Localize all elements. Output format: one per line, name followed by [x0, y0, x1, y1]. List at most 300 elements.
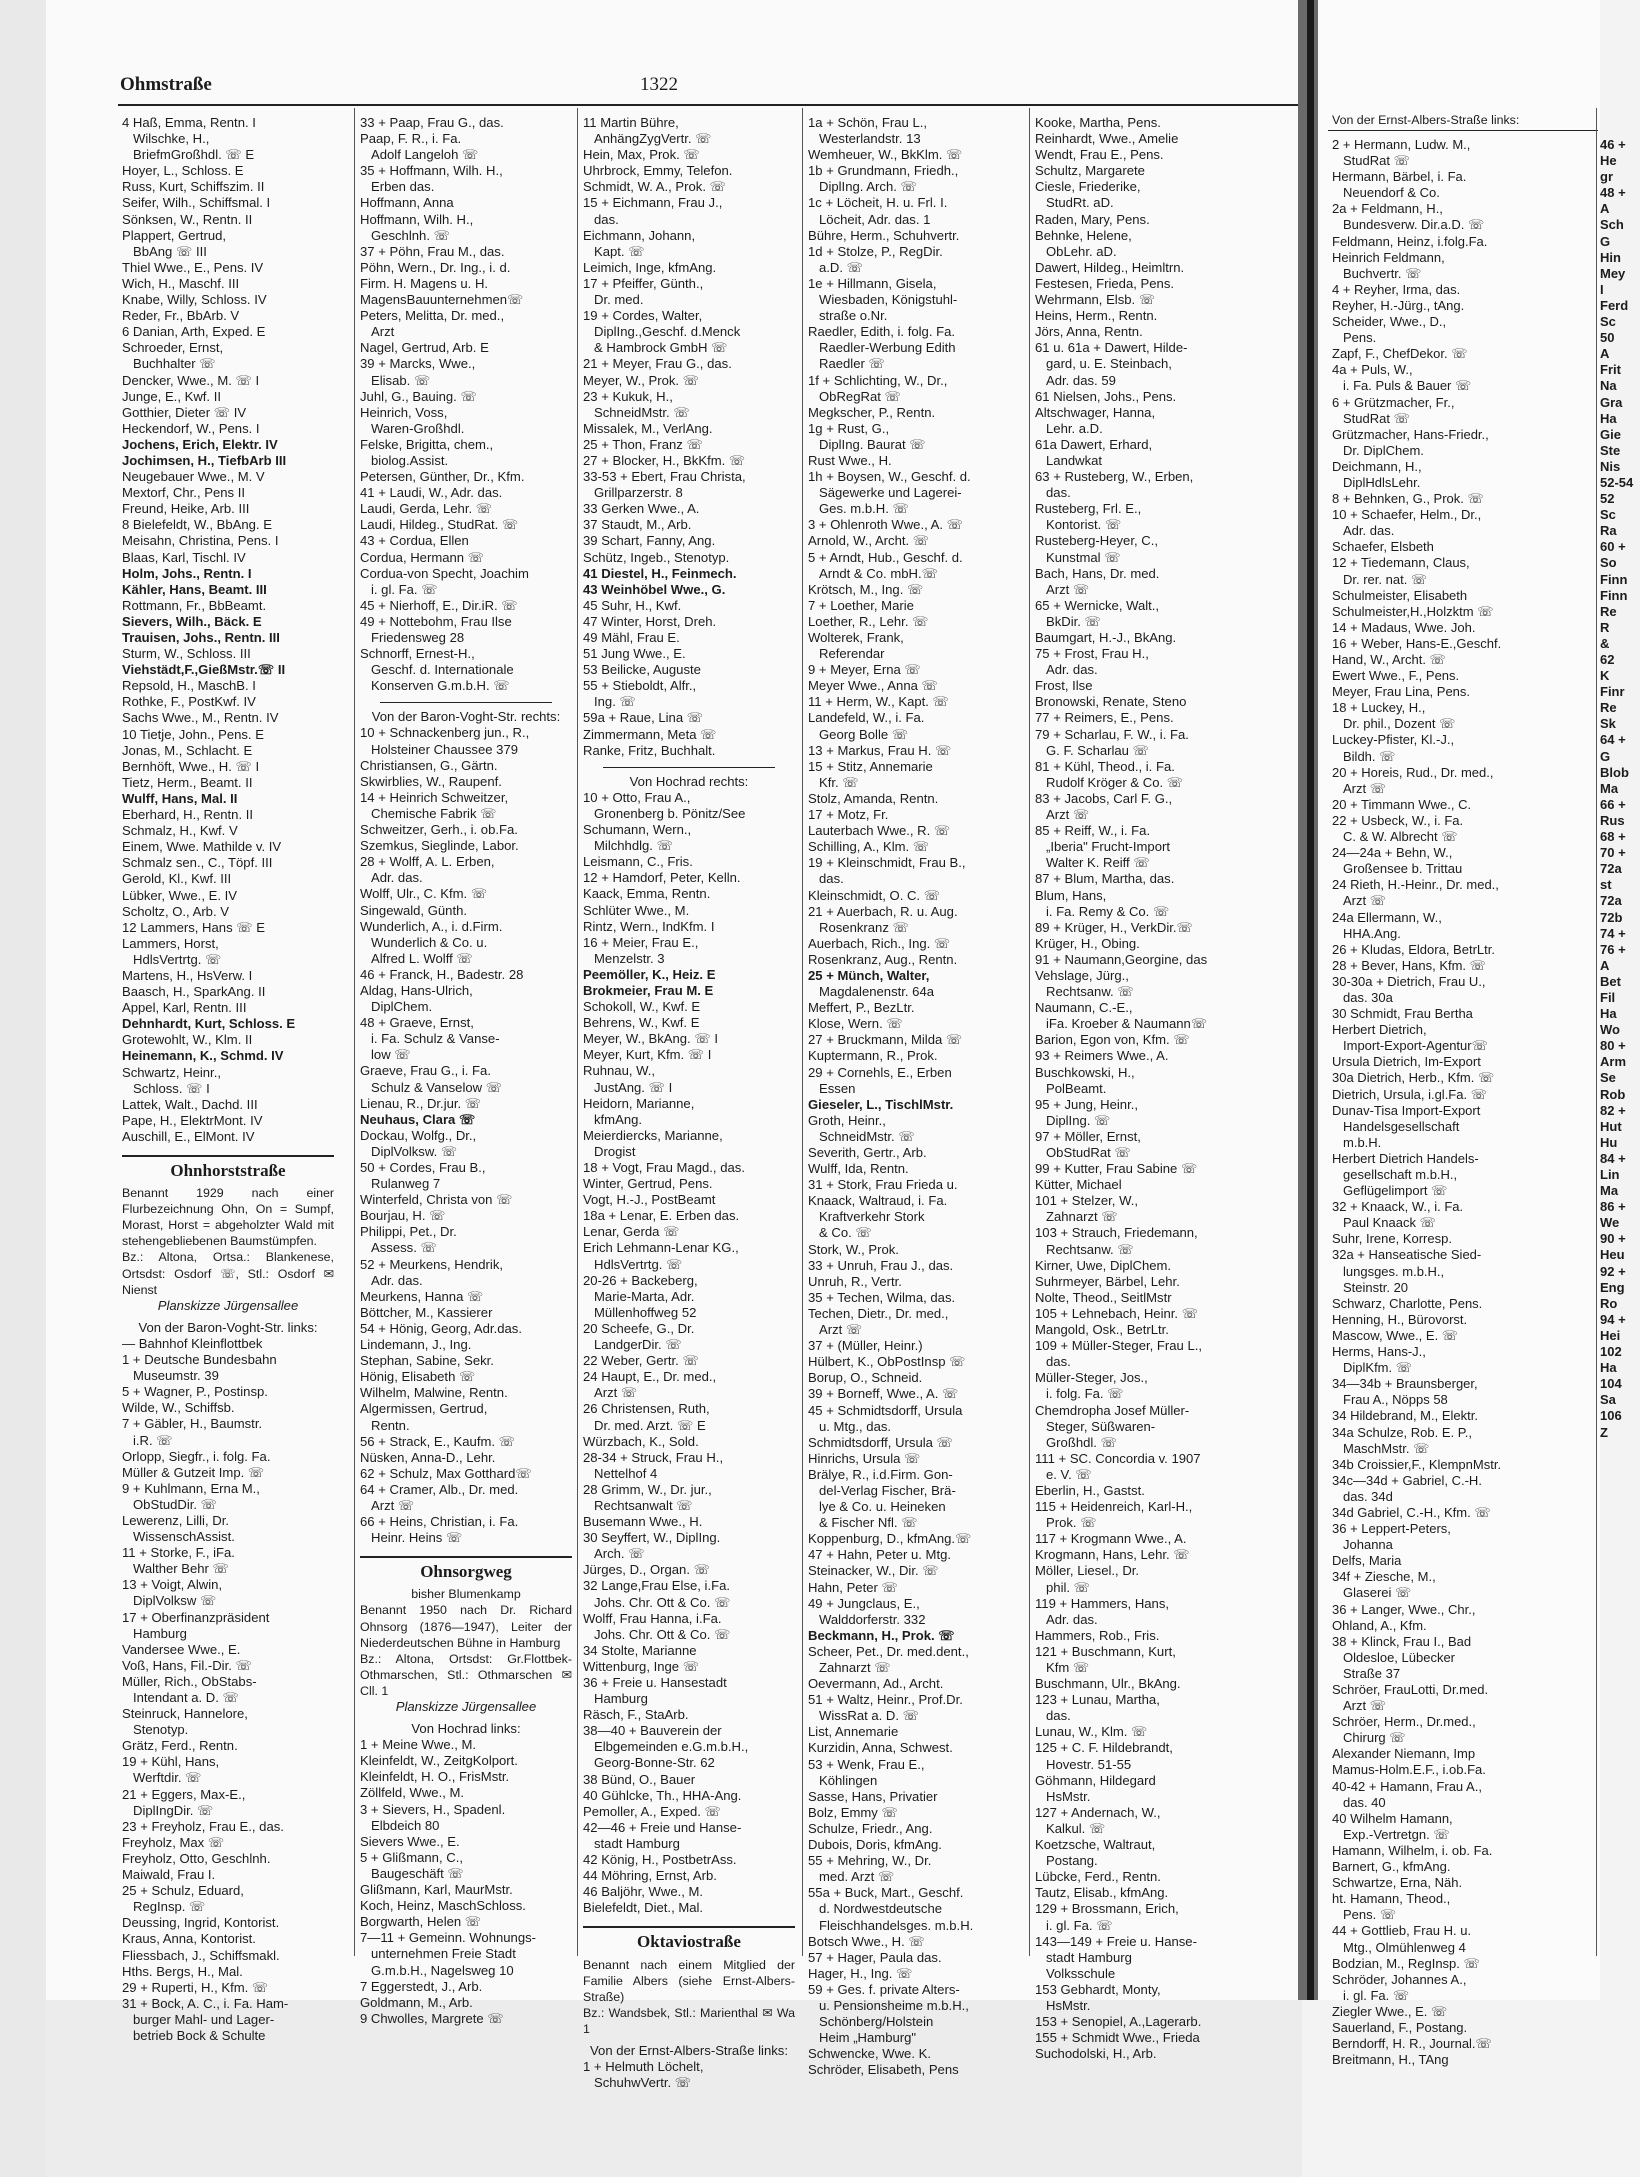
directory-entry: 25 + Schulz, Eduard,: [122, 1883, 244, 1899]
facing-page-edge-fragment: 106: [1600, 1408, 1622, 1424]
directory-entry: Löcheit, Adr. das. 1: [819, 211, 931, 227]
directory-entry: Johs. Chr. Ott & Co. ☏: [594, 1594, 731, 1610]
directory-entry: i. gl. Fa. ☏: [1046, 1917, 1113, 1933]
directory-entry: 105 + Lehnebach, Heinr. ☏: [1035, 1305, 1199, 1321]
side-heading: Von der Ernst-Albers-Straße links:: [590, 2042, 788, 2058]
directory-entry: iFa. Kroeber & Naumann☏: [1046, 1016, 1208, 1032]
directory-entry: Rothke, F., PostKwf. IV: [122, 694, 256, 710]
directory-entry: Bourjau, H. ☏: [360, 1208, 446, 1224]
map-reference: Planskizze Jürgensallee: [395, 1699, 537, 1714]
directory-entry: Paap, F. R., i. Fa.: [360, 131, 462, 147]
directory-entry: Adolf Langeloh ☏: [371, 147, 479, 163]
directory-entry: Lammers, Horst,: [122, 935, 219, 951]
facing-page-entry: Mascow, Wwe., E. ☏: [1332, 1327, 1459, 1343]
directory-entry: Glißmann, Karl, MaurMstr.: [360, 1882, 513, 1898]
directory-entry: Ges. m.b.H. ☏: [819, 501, 909, 517]
facing-page-edge-fragment: Frit: [1600, 362, 1621, 378]
facing-page-entry: 18 + Luckey, H.,: [1332, 700, 1426, 716]
directory-entry: 121 + Buschmann, Kurt,: [1035, 1643, 1176, 1659]
directory-entry: Dr. med.: [594, 292, 644, 308]
directory-entry: Sachs Wwe., M., Rentn. IV: [122, 710, 279, 726]
facing-page-edge-fragment: Gie: [1600, 426, 1621, 442]
column-divider: [1029, 108, 1030, 1956]
directory-entry: 123 + Lunau, Martha,: [1035, 1692, 1160, 1708]
directory-entry: Rudolf Kröger & Co. ☏: [1046, 774, 1184, 790]
directory-entry: Wilhelm, Malwine, Rentn.: [360, 1385, 508, 1401]
facing-page-edge-fragment: 90 +: [1600, 1231, 1626, 1247]
directory-entry: G. F. Scharlau ☏: [1046, 742, 1149, 758]
facing-page-edge-fragment: st: [1600, 877, 1612, 893]
directory-entry: Szemkus, Sieglinde, Labor.: [360, 838, 519, 854]
directory-entry: 1 + Meine Wwe., M.: [360, 1737, 477, 1753]
directory-entry: Peemöller, K., Heiz. E: [583, 966, 716, 982]
facing-page-edge-fragment: Lin: [1600, 1167, 1620, 1182]
directory-entry: Behrens, W., Kwf. E: [583, 1015, 700, 1031]
directory-entry: Alfred L. Wolff ☏: [371, 950, 473, 966]
facing-page-edge-fragment: I: [1600, 281, 1604, 297]
facing-page-entry: Feldmann, Heinz, i.folg.Fa.: [1332, 233, 1488, 249]
directory-entry: 33-53 + Ebert, Frau Christa,: [583, 469, 746, 485]
directory-entry: unternehmen Freie Stadt: [371, 1946, 516, 1962]
facing-page-entry: m.b.H.: [1343, 1134, 1382, 1150]
facing-page-entry: Herbert Dietrich,: [1332, 1022, 1427, 1038]
facing-page-entry: lungsges. m.b.H.,: [1343, 1263, 1445, 1279]
directory-entry: Schönberg/Holstein: [819, 2014, 934, 2030]
directory-entry: a.D. ☏: [819, 259, 864, 275]
directory-entry: 62 + Schulz, Max Gotthard☏: [360, 1465, 532, 1481]
directory-entry: BkDir. ☏: [1046, 613, 1101, 629]
directory-entry: 17 + Motz, Fr.: [808, 807, 889, 823]
running-head-street: Ohmstraße: [120, 74, 212, 95]
directory-column-1: [122, 115, 334, 2044]
directory-entry: PolBeamt.: [1046, 1080, 1107, 1096]
column-divider: [354, 108, 355, 1956]
directory-entry: Algermissen, Gertrud,: [360, 1401, 488, 1417]
column-divider: [577, 108, 578, 1956]
directory-entry: Thiel Wwe., E., Pens. IV: [122, 259, 264, 275]
directory-entry: Vehslage, Jürg.,: [1035, 967, 1129, 983]
directory-entry: das.: [1046, 485, 1071, 501]
facing-page-entry: Hamann, Wilhelm, i. ob. Fa.: [1332, 1842, 1493, 1858]
directory-entry: Kleinschmidt, O. C. ☏: [808, 887, 941, 903]
directory-entry: 44 Möhring, Ernst, Arb.: [583, 1868, 717, 1884]
directory-entry: 47 Winter, Horst, Dreh.: [583, 613, 717, 629]
directory-entry: Sägewerke und Lagerei-: [819, 485, 962, 501]
directory-entry: ObRegRat ☏: [819, 388, 901, 404]
directory-entry: u. Pensionsheime m.b.H.,: [819, 1997, 969, 2013]
directory-entry: 3 + Ohlenroth Wwe., A. ☏: [808, 517, 964, 533]
directory-entry: Arndt & Co. mbH.☏: [819, 565, 938, 581]
directory-entry: Beckmann, H., Prok. ☏: [808, 1627, 955, 1643]
facing-page-entry: Import-Export-Agentur☏: [1343, 1038, 1488, 1054]
directory-entry: Uhrbrock, Emmy, Telefon.: [583, 163, 733, 179]
directory-entry: Waren-Großhdl.: [371, 420, 465, 436]
directory-entry: Lübcke, Ferd., Rentn.: [1035, 1869, 1161, 1885]
directory-entry: & Hambrock GmbH ☏: [594, 340, 728, 356]
directory-entry: 23 + Freyholz, Frau E., das.: [122, 1818, 284, 1834]
directory-entry: Kfm ☏: [1046, 1660, 1090, 1675]
directory-entry: 29 + Cornehls, E., Erben: [808, 1064, 952, 1080]
directory-entry: Meyer Wwe., Anna ☏: [808, 678, 938, 694]
facing-page-edge-fragment: 48 +: [1600, 185, 1626, 201]
directory-entry: 55 + Stieboldt, Alfr.,: [583, 678, 697, 694]
facing-page-entry: 24 Rieth, H.-Heinr., Dr. med.,: [1332, 877, 1499, 893]
directory-entry: Milchhdlg. ☏: [594, 838, 673, 854]
facing-page-entry: Geflügelimport ☏: [1343, 1183, 1448, 1199]
directory-entry: Pemoller, A., Exped. ☏: [583, 1803, 721, 1819]
directory-entry: Tietz, Herm., Beamt. II: [122, 774, 253, 790]
directory-entry: Jochens, Erich, Elektr. IV: [122, 436, 278, 452]
directory-entry: Georg-Bonne-Str. 62: [594, 1755, 715, 1771]
directory-entry: DiplIng.,Geschf. d.Menck: [594, 324, 741, 340]
facing-page-edge-fragment: We: [1600, 1215, 1620, 1231]
facing-page-entry: DiplHdlsLehr.: [1343, 474, 1421, 490]
directory-entry: Wilde, W., Schiffsb.: [122, 1400, 235, 1416]
directory-entry: Lunau, W., Klm. ☏: [1035, 1724, 1148, 1740]
directory-entry: 129 + Brossmann, Erich,: [1035, 1901, 1179, 1917]
directory-entry: 39 Schart, Fanny, Ang.: [583, 533, 716, 549]
directory-entry: Pöhn, Wern., Dr. Ing., i. d.: [360, 259, 511, 275]
directory-entry: 33 Gerken Wwe., A.: [583, 501, 700, 517]
directory-entry: Laudi, Gerda, Lehr. ☏: [360, 501, 493, 517]
directory-entry: Wunderlich & Co. u.: [371, 934, 488, 950]
facing-page-edge-fragment: Re: [1600, 603, 1617, 619]
directory-entry: Hahn, Peter ☏: [808, 1579, 898, 1595]
directory-entry: Wolterek, Frank,: [808, 630, 904, 645]
directory-entry: med. Arzt ☏: [819, 1869, 895, 1885]
directory-entry: Martens, H., HsVerw. I: [122, 967, 253, 983]
directory-entry: 61 Nielsen, Johs., Pens.: [1035, 388, 1177, 404]
directory-entry: Stenotyp.: [133, 1722, 189, 1738]
facing-page: [1318, 0, 1634, 2068]
directory-entry: 15 + Stitz, Annemarie: [808, 758, 933, 774]
facing-page-edge-fragment: 102: [1600, 1344, 1622, 1360]
directory-entry: Arch. ☏: [594, 1546, 645, 1562]
directory-entry: Lewerenz, Lilli, Dr.: [122, 1512, 229, 1528]
facing-page-edge-fragment: 66 +: [1600, 796, 1626, 812]
facing-page-edge-fragment: 84 +: [1600, 1150, 1626, 1166]
directory-entry: 39 + Marcks, Wwe.,: [360, 356, 476, 372]
directory-entry: Bolz, Emmy ☏: [808, 1804, 898, 1820]
facing-page-edge-fragment: 104: [1600, 1376, 1622, 1392]
directory-entry: 31 + Bock, A. C., i. Fa. Ham-: [122, 1995, 289, 2011]
directory-entry: Drogist: [594, 1143, 636, 1159]
directory-entry: Kontorist. ☏: [1046, 517, 1122, 533]
directory-entry: Referendar: [819, 646, 885, 662]
facing-page-entry: 20 + Horeis, Rud., Dr. med.,: [1332, 764, 1494, 780]
directory-entry: Essen: [819, 1080, 856, 1096]
directory-entry: Mangold, Osk., BetrLtr.: [1035, 1322, 1169, 1338]
directory-entry: Lehr. a.D.: [1046, 420, 1103, 436]
directory-entry: 23 + Kukuk, H.,: [583, 388, 673, 404]
facing-page-entry: Meyer, Frau Lina, Pens.: [1332, 684, 1471, 700]
directory-entry: Sievers Wwe., E.: [360, 1833, 460, 1849]
directory-entry: List, Annemarie: [808, 1724, 899, 1740]
directory-entry: Rosenkranz, Aug., Rentn.: [808, 951, 958, 967]
directory-entry: Buchhalter ☏: [133, 356, 216, 372]
directory-entry: Rusteberg, Frl. E.,: [1035, 501, 1142, 517]
directory-entry: i.R. ☏: [133, 1432, 173, 1448]
directory-entry: Chemdropha Josef Müller-: [1035, 1402, 1190, 1418]
directory-entry: Raden, Mary, Pens.: [1035, 211, 1150, 227]
directory-entry: Bronowski, Renate, Steno: [1035, 694, 1187, 710]
facing-page-entry: 24—24a + Behn, W.,: [1332, 845, 1453, 861]
directory-entry: Lübker, Wwe., E. IV: [122, 887, 237, 903]
facing-page-entry: Glaserei ☏: [1343, 1585, 1412, 1601]
directory-entry: 18 + Vogt, Frau Magd., das.: [583, 1160, 745, 1175]
directory-entry: Bielefeldt, Diet., Mal.: [583, 1900, 704, 1916]
facing-page-entry: 40-42 + Hamann, Frau A.,: [1332, 1778, 1482, 1794]
facing-page-entry: Mtg., Olmühlenweg 4: [1343, 1939, 1466, 1955]
facing-page-entry: 34c—34d + Gabriel, C.-H.: [1332, 1472, 1482, 1488]
directory-entry: Walddorferstr. 332: [819, 1611, 926, 1627]
facing-page-entry: Hermann, Bärbel, i. Fa.: [1332, 169, 1467, 185]
facing-page-edge-fragment: 76 +: [1600, 941, 1626, 957]
facing-page-edge-fragment: Ra: [1600, 523, 1617, 539]
directory-entry: 153 Gebhardt, Monty,: [1035, 1981, 1161, 1997]
facing-page-entry: 10 + Schaefer, Helm., Dr.,: [1332, 507, 1482, 523]
directory-entry: DiplIng. ☏: [1046, 1112, 1111, 1128]
directory-entry: 12 + Hamdorf, Peter, Kelln.: [583, 870, 741, 886]
facing-page-entry: Alexander Niemann, Imp: [1332, 1746, 1476, 1762]
directory-entry: Holsteiner Chaussee 379: [371, 741, 519, 757]
facing-page-entry: Ohland, A., Kfm.: [1332, 1617, 1427, 1633]
directory-entry: Bach, Hans, Dr. med.: [1035, 565, 1160, 581]
directory-entry: Chemische Fabrik ☏: [371, 805, 497, 821]
directory-entry: Hamburg: [133, 1625, 187, 1641]
directory-entry: Schloss. ☏ I: [133, 1080, 210, 1096]
facing-page-entry: Luckey-Pfister, Kl.-J.,: [1332, 732, 1455, 748]
directory-entry: 36 + Freie u. Hansestadt: [583, 1675, 727, 1690]
facing-page-entry: StudRat ☏: [1343, 410, 1410, 426]
facing-page-entry: das. 30a: [1343, 989, 1393, 1005]
book-gutter-shadow: [1307, 0, 1314, 2000]
directory-entry: 1b + Grundmann, Friedh.,: [808, 163, 959, 179]
directory-entry: Adr. das. 59: [1046, 372, 1116, 388]
directory-entry: Auerbach, Rich., Ing. ☏: [808, 935, 951, 951]
directory-entry: Laudi, Hildeg., StudRat. ☏: [360, 517, 519, 533]
facing-page-edge-fragment: Heu: [1600, 1247, 1625, 1263]
facing-page-entry: 12 + Tiedemann, Claus,: [1332, 555, 1470, 571]
directory-entry: Dubois, Doris, kfmAng.: [808, 1837, 942, 1853]
directory-entry: 33 + Paap, Frau G., das.: [360, 115, 504, 130]
directory-entry: Werftdir. ☏: [133, 1770, 202, 1786]
facing-page-edge-fragment: Ma: [1600, 780, 1619, 796]
directory-entry: Kfr. ☏: [819, 774, 859, 790]
directory-entry: Meisahn, Christina, Pens. I: [122, 533, 279, 549]
facing-page-entry: Suhr, Irene, Korresp.: [1332, 1231, 1452, 1247]
directory-entry: Meierdiercks, Marianne,: [583, 1127, 723, 1143]
facing-page-entry: Herms, Hans-J.,: [1332, 1344, 1426, 1360]
directory-entry: 1a + Schön, Frau L.,: [808, 115, 928, 130]
directory-entry: Dockau, Wolfg., Dr.,: [360, 1127, 477, 1143]
facing-page-edge-fragment: 60 +: [1600, 539, 1626, 555]
facing-page-entry: Dunav-Tisa Import-Export: [1332, 1102, 1481, 1118]
facing-page-edge-fragment: Z: [1600, 1424, 1608, 1440]
facing-page-entry: Oldesloe, Lübecker: [1343, 1649, 1456, 1665]
facing-page-entry: Arzt ☏: [1343, 1698, 1386, 1714]
directory-entry: Lienau, R., Dr.jur. ☏: [360, 1095, 482, 1111]
directory-entry: Adr. das.: [371, 870, 423, 886]
directory-entry: Neuhaus, Clara ☏: [360, 1111, 476, 1127]
directory-entry: 30 Seyffert, W., DiplIng.: [583, 1530, 721, 1546]
directory-entry: Meffert, P., BezLtr.: [808, 1000, 915, 1016]
directory-entry: Koetzsche, Waltraut,: [1035, 1837, 1156, 1853]
facing-page-section-header: Von der Ernst-Albers-Straße links:: [1332, 113, 1520, 127]
directory-entry: Appel, Karl, Rentn. III: [122, 1000, 247, 1016]
directory-entry: 42—46 + Freie und Hanse-: [583, 1819, 742, 1835]
street-note: Benannt nach einem Mitglied der Familie Albers (siehe Ernst-Albers-Straße): [583, 1957, 795, 2004]
directory-entry: Postang.: [1046, 1853, 1098, 1869]
facing-page-entry: 8 + Behnken, G., Prok. ☏: [1332, 491, 1484, 507]
directory-entry: HdlsVertrtg. ☏: [133, 951, 222, 967]
directory-entry: 9 + Kuhlmann, Erna M.,: [122, 1480, 260, 1496]
directory-entry: e. V. ☏: [1046, 1466, 1092, 1482]
directory-entry: Jürges, D., Organ. ☏: [583, 1562, 710, 1578]
facing-page-entry: 34d Gabriel, C.-H., Kfm. ☏: [1332, 1504, 1491, 1520]
directory-entry: Bernhöft, Wwe., H. ☏ I: [122, 758, 260, 774]
directory-entry: 8 Bielefeldt, W., BbAng. E: [122, 517, 272, 533]
section-rule: [603, 767, 775, 768]
directory-entry: 24 Haupt, E., Dr. med.,: [583, 1369, 717, 1385]
directory-entry: 21 + Eggers, Max-E.,: [122, 1786, 246, 1802]
street-note: Benannt 1950 nach Dr. Richard Ohnsorg (1876—1947), Leiter der Niederdeutschen Bühne in Hamburg: [360, 1603, 572, 1650]
directory-entry: Wulff, Hans, Mal. II: [122, 790, 238, 806]
directory-entry: Festesen, Frieda, Pens.: [1035, 275, 1175, 291]
directory-entry: 97 + Möller, Ernst,: [1035, 1128, 1141, 1144]
directory-entry: Adr. das.: [371, 1272, 423, 1288]
facing-page-entry: 20 + Timmann Wwe., C.: [1332, 796, 1472, 812]
directory-entry: SchuhwVertr. ☏: [594, 2075, 692, 2091]
directory-entry: Geschf. d. Internationale: [371, 662, 514, 678]
directory-entry: 91 + Naumann,Georgine, das: [1035, 951, 1208, 967]
facing-page-edge-fragment: Sc: [1600, 507, 1616, 523]
directory-entry: 99 + Kutter, Frau Sabine ☏: [1035, 1161, 1198, 1177]
directory-entry: Hammers, Rob., Fris.: [1035, 1627, 1160, 1643]
directory-entry: Behnke, Helene,: [1035, 227, 1132, 243]
directory-entry: 66 + Heins, Christian, i. Fa.: [360, 1514, 519, 1530]
directory-entry: Kütter, Michael: [1035, 1177, 1122, 1193]
facing-page-entry: Deichmann, H.,: [1332, 458, 1422, 474]
directory-entry: 55a + Buck, Mart., Geschf.: [808, 1885, 964, 1901]
facing-page-edge-fragment: 70 +: [1600, 845, 1626, 861]
directory-entry: 9 + Meyer, Erna ☏: [808, 662, 921, 678]
facing-page-entry: Adr. das.: [1343, 523, 1395, 539]
directory-entry: Suhrmeyer, Bärbel, Lehr.: [1035, 1273, 1180, 1289]
facing-page-entry: DiplKfm. ☏: [1343, 1360, 1412, 1376]
facing-page-entry: 38 + Klinck, Frau I., Bad: [1332, 1633, 1472, 1649]
directory-entry: Wemheuer, W., BkKlm. ☏: [808, 147, 963, 163]
directory-entry: Schlüter Wwe., M.: [583, 902, 690, 918]
directory-entry: Einem, Wwe. Mathilde v. IV: [122, 839, 282, 855]
facing-page-entry: das. 40: [1343, 1794, 1386, 1810]
directory-entry: Kuptermann, R., Prok.: [808, 1048, 938, 1064]
directory-entry: Raedler ☏: [819, 356, 885, 372]
directory-entry: Prok. ☏: [1046, 1515, 1097, 1531]
directory-entry: 49 + Jungclaus, E.,: [808, 1595, 920, 1611]
directory-entry: 49 Mähl, Frau E.: [583, 630, 680, 645]
directory-entry: 41 + Laudi, W., Adr. das.: [360, 485, 503, 501]
directory-entry: 7 + Loether, Marie: [808, 597, 914, 613]
facing-page-entry: 22 + Usbeck, W., i. Fa.: [1332, 812, 1464, 828]
directory-entry: Oevermann, Ad., Archt.: [808, 1676, 944, 1692]
directory-entry: Stork, W., Prok.: [808, 1241, 899, 1257]
facing-page-edge-fragment: Eng: [1600, 1279, 1625, 1295]
directory-entry: Eichmann, Johann,: [583, 227, 696, 243]
directory-entry: 7—11 + Gemeinn. Wohnungs-: [360, 1930, 537, 1946]
directory-entry: Kähler, Hans, Beamt. III: [122, 581, 267, 597]
directory-entry: 125 + C. F. Hildebrandt,: [1035, 1740, 1173, 1756]
facing-page-edge-fragment: Ma: [1600, 1183, 1619, 1199]
directory-entry: straße o.Nr.: [819, 308, 888, 324]
directory-entry: Adr. das.: [1046, 662, 1098, 678]
directory-entry: Neugebauer Wwe., M. V: [122, 469, 265, 485]
directory-entry: Kleinfeldt, H. O., FrisMstr.: [360, 1769, 510, 1785]
directory-entry: Rust Wwe., H.: [808, 452, 892, 468]
directory-entry: Steger, Süßwaren-: [1046, 1418, 1156, 1434]
directory-entry: Gotthier, Dieter ☏ IV: [122, 404, 247, 420]
directory-entry: Singewald, Günth.: [360, 902, 468, 918]
facing-page-edge-fragment: Ferd: [1600, 297, 1629, 313]
directory-entry: DiplVolksw ☏: [133, 1593, 217, 1609]
directory-entry: MagensBauunternehmen☏: [360, 292, 524, 308]
directory-entry: — Bahnhof Kleinflottbek: [122, 1335, 263, 1351]
directory-entry: Fliessbach, J., Schiffsmakl.: [122, 1947, 280, 1963]
directory-entry: Hinrichs, Ursula ☏: [808, 1450, 921, 1466]
facing-page-entry: 32 + Knaack, W., i. Fa.: [1332, 1199, 1464, 1215]
directory-entry: LandgerDir. ☏: [594, 1337, 682, 1353]
side-heading: Von der Baron-Voght-Str. rechts:: [371, 709, 561, 725]
directory-entry: 15 + Eichmann, Frau J.,: [583, 195, 723, 211]
directory-entry: Frost, Ilse: [1035, 678, 1093, 694]
directory-entry: Arzt ☏: [819, 1322, 863, 1338]
facing-page-edge-fragment: Hut: [1600, 1118, 1622, 1134]
directory-entry: 25 + Thon, Franz ☏: [583, 436, 703, 452]
directory-entry: das.: [594, 211, 619, 227]
directory-entry: Junge, E., Kwf. II: [122, 388, 221, 404]
directory-entry: 109 + Müller-Steger, Frau L.,: [1035, 1338, 1203, 1354]
directory-entry: Voß, Hans, Fil.-Dir. ☏: [122, 1657, 252, 1673]
directory-entry: Vogt, H.-J., PostBeamt: [583, 1192, 716, 1208]
facing-page-edge-fragment: Ha: [1600, 1006, 1617, 1022]
directory-entry: 6 Danian, Arth, Exped. E: [122, 324, 266, 340]
facing-page-edge-fragment: &: [1600, 635, 1610, 651]
directory-entry: & Fischer Nfl. ☏: [819, 1515, 918, 1531]
facing-page-entry: Bildh. ☏: [1343, 748, 1396, 764]
directory-entry: 33 + Unruh, Frau J., das.: [808, 1257, 954, 1273]
directory-entry: 1g + Rust, G.,: [808, 420, 890, 436]
directory-entry: Buschmann, Ulr., BkAng.: [1035, 1676, 1181, 1692]
directory-entry: Schnorff, Ernest-H.,: [360, 646, 475, 662]
directory-entry: 56 + Strack, E., Kaufm. ☏: [360, 1433, 516, 1449]
directory-entry: 21 + Meyer, Frau G., das.: [583, 356, 732, 372]
facing-page-entry: Schröer, Herm., Dr.med.,: [1332, 1714, 1476, 1730]
directory-entry: Rechtsanwalt ☏: [594, 1497, 693, 1513]
directory-entry: SchneidMstr. ☏: [594, 404, 690, 420]
facing-page-edge-fragment: 80 +: [1600, 1038, 1626, 1054]
directory-entry: 45 + Nierhoff, E., Dir.iR. ☏: [360, 597, 518, 613]
directory-entry: Krötsch, M., Ing. ☏: [808, 581, 924, 597]
facing-page-edge-fragment: Hu: [1600, 1134, 1618, 1150]
directory-entry: Heinemann, K., Schmd. IV: [122, 1048, 284, 1064]
directory-entry: Möller, Liesel., Dr.: [1035, 1563, 1140, 1579]
directory-entry: 53 + Wenk, Frau E.,: [808, 1756, 925, 1772]
facing-page-edge-fragment: Hin: [1600, 249, 1621, 265]
facing-page-edge-fragment: 72a: [1600, 861, 1622, 877]
facing-page-edge-fragment: Wo: [1600, 1022, 1620, 1038]
directory-entry: 41 Diestel, H., Feinmech.: [583, 565, 737, 581]
directory-entry: Sievers, Wilh., Bäck. E: [122, 613, 262, 629]
